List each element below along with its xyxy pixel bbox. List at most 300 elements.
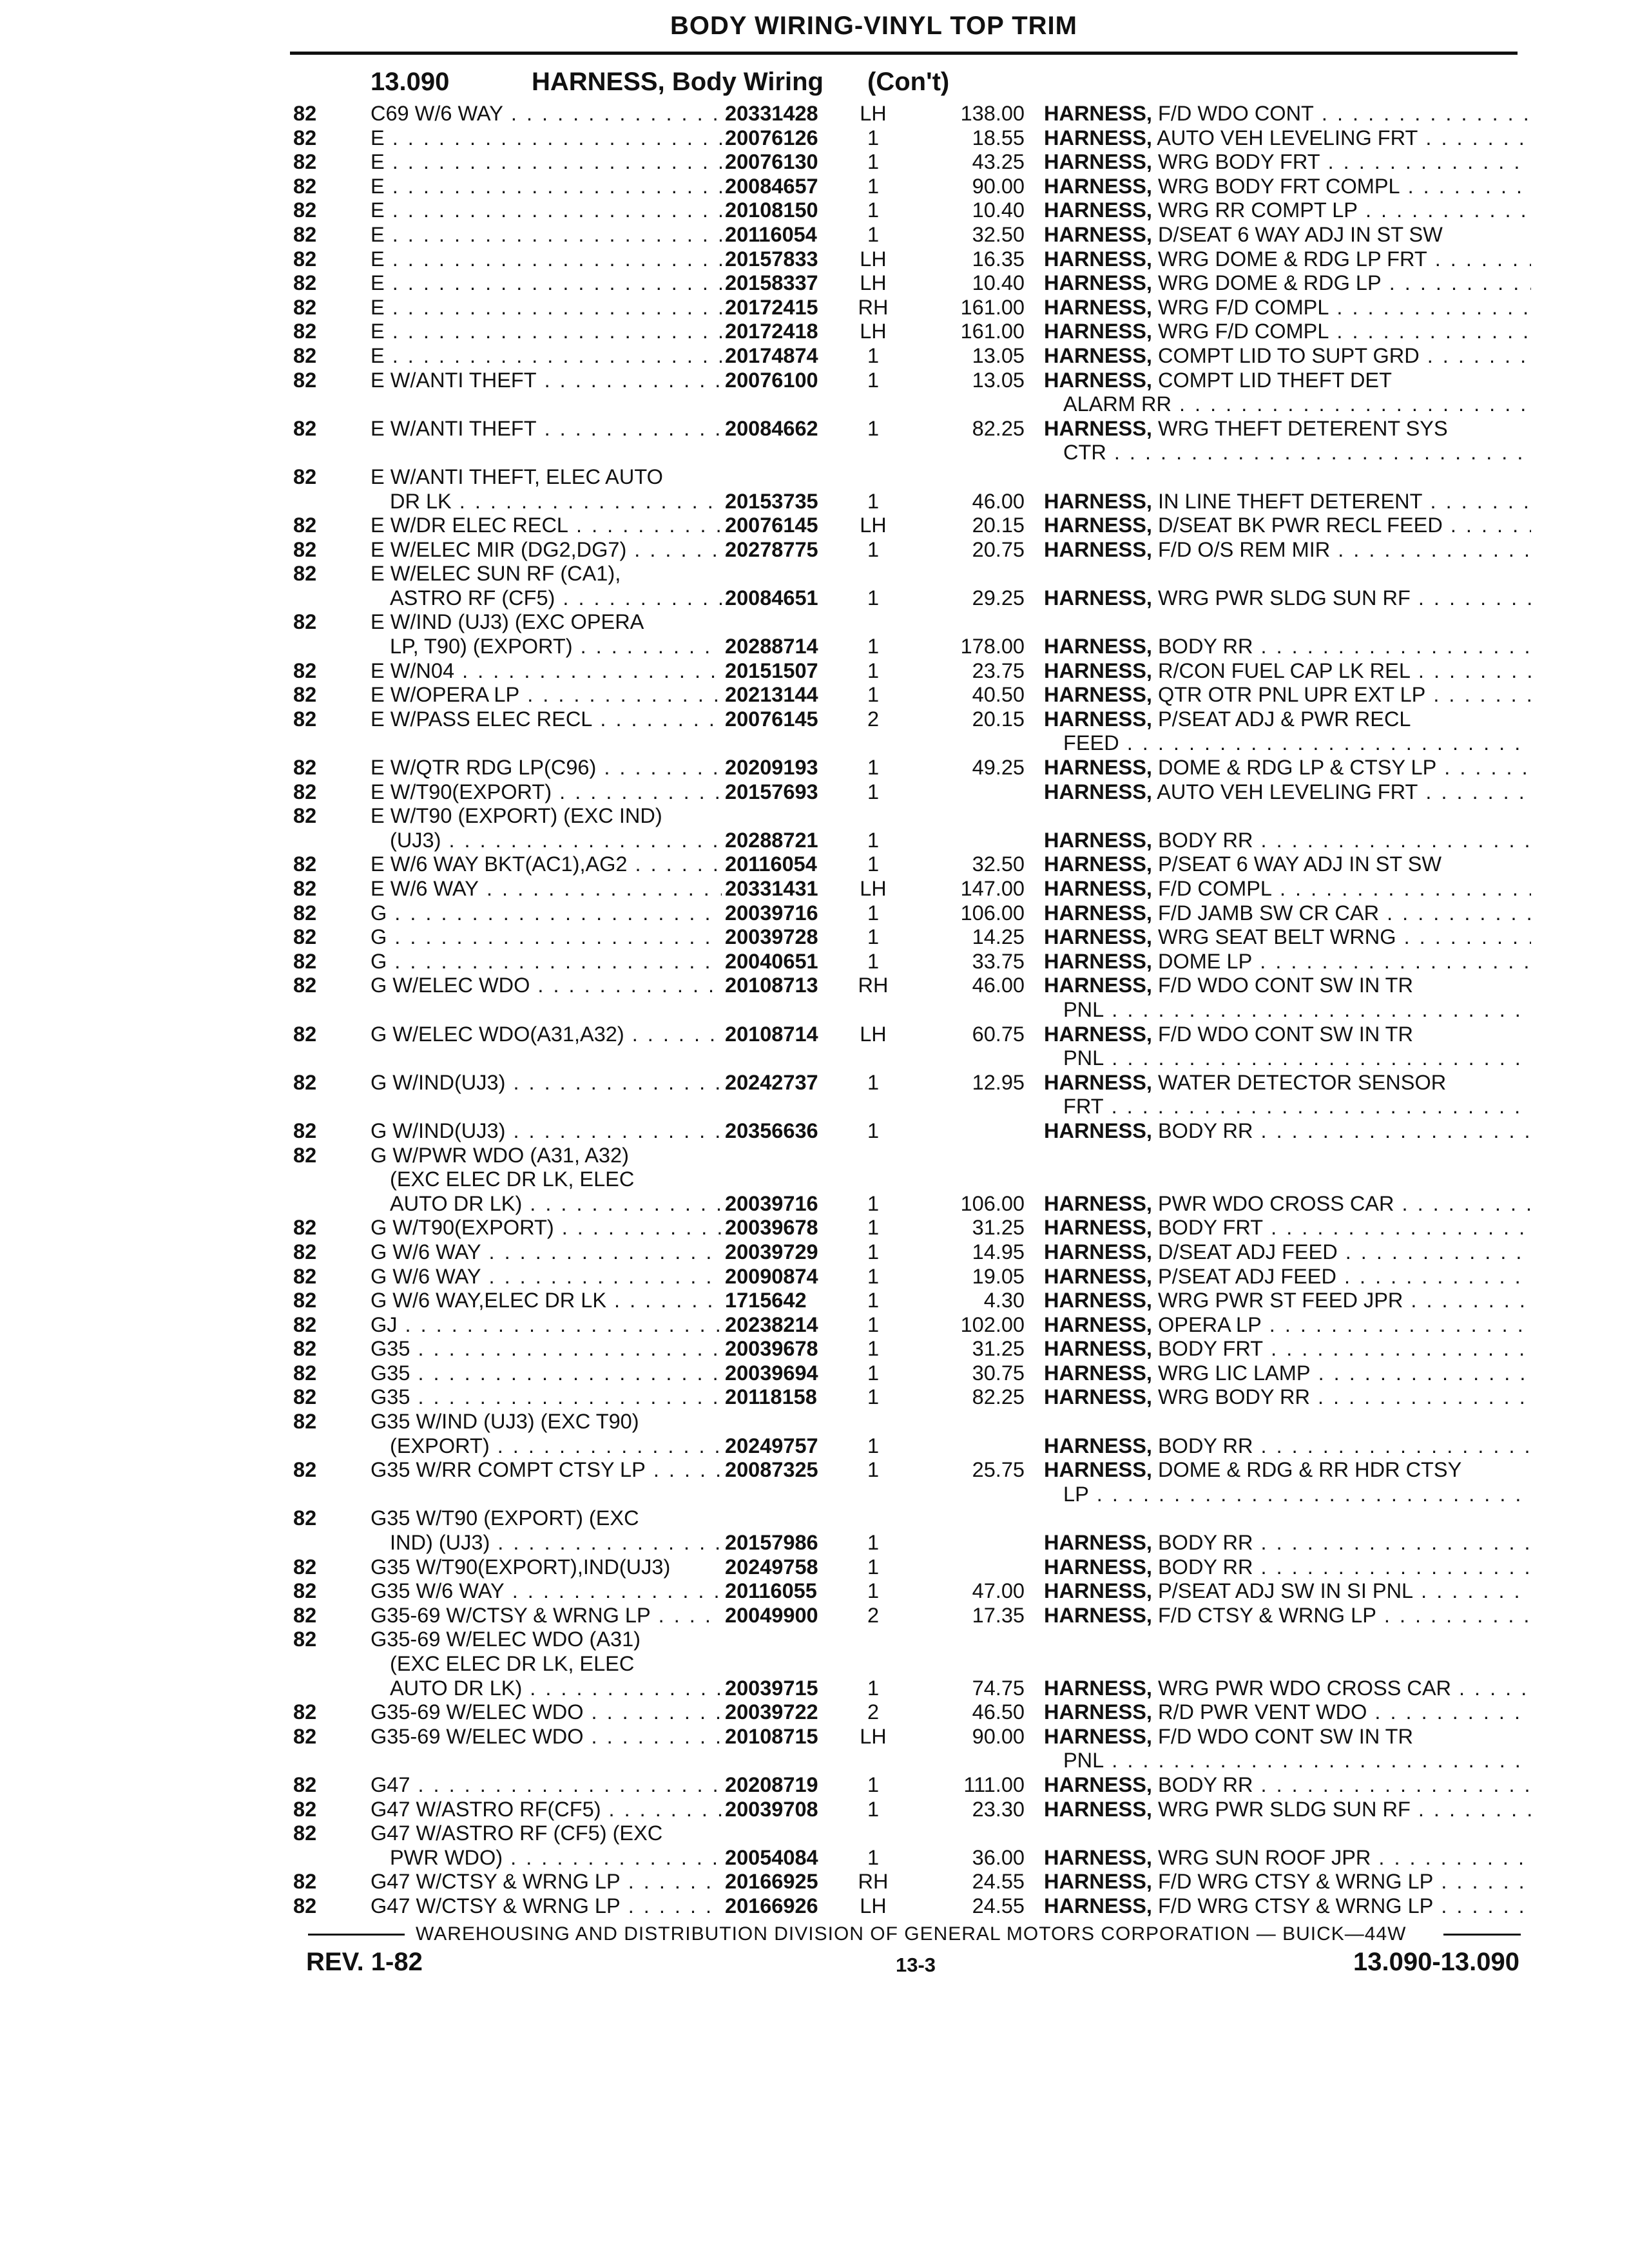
table-row [0,731,1629,756]
application: LP, T90) (EXPORT) . . . [390,635,722,659]
price: 20.15 [972,514,1025,537]
quantity: LH [860,102,887,125]
table-row [0,441,1629,465]
table-row [0,1168,1629,1192]
price: 40.50 [972,683,1025,707]
quantity: 1 [867,586,880,610]
application: E . . . [371,198,722,223]
table-row [0,756,1629,780]
part-number: 20356636 [725,1119,818,1142]
description [1044,901,1531,926]
model-year: 82 [293,707,317,731]
application: G W/6 WAY . . . [371,1265,722,1289]
description [1044,1385,1531,1410]
price: 111.00 [963,1773,1025,1796]
part-number: 20116055 [725,1579,817,1603]
description [1044,198,1531,223]
quantity: 1 [867,222,880,246]
quantity: 1 [867,126,880,149]
part-number: 20278775 [725,537,818,561]
application: E . . . [371,223,722,247]
description [1044,247,1531,272]
table-row [0,1506,1629,1531]
description [1044,490,1531,514]
application: G W/IND(UJ3) . . . [371,1071,722,1095]
application: E W/ANTI THEFT, ELEC AUTO [371,465,663,488]
application: G . . . [371,925,722,950]
quantity: LH [860,514,887,537]
description-type: HARNESS, [1044,925,1152,949]
description-text: D/SEAT BK PWR RECL FEED [1157,514,1443,537]
table-row [0,852,1629,877]
table-row [0,1046,1629,1071]
part-number: 20108714 [725,1022,818,1046]
quantity: 1 [867,1434,880,1457]
application: (EXC ELEC DR LK, ELEC [390,1168,635,1191]
quantity: 1 [867,1216,880,1240]
application: E . . . [371,344,722,369]
quantity: 2 [867,707,880,731]
part-number: 20208719 [725,1773,818,1796]
description [1044,659,1531,684]
part-number: 20249757 [725,1434,818,1457]
description-type: HARNESS, [1044,1119,1152,1142]
table-row [0,1652,1629,1677]
description [1044,1870,1531,1894]
table-row [0,1700,1629,1725]
part-number: 20039729 [725,1240,818,1264]
page-number: 13-3 [896,1954,936,1976]
description [1044,707,1531,732]
part-number: 20331431 [725,877,818,900]
quantity: 1 [867,683,880,707]
table-row [0,490,1629,514]
model-year: 82 [293,1458,317,1482]
description-text: WRG BODY FRT COMPL [1157,174,1400,198]
price: 46.00 [972,489,1025,513]
table-row [0,1604,1629,1628]
part-number: 20157693 [725,780,818,803]
description [1044,175,1531,199]
table-row [0,829,1629,853]
description-text: P/SEAT ADJ SW IN SI PNL [1157,1579,1414,1603]
description-text: PNL [1063,1749,1104,1773]
description [1044,829,1531,853]
model-year: 82 [293,295,317,319]
description-text: COMPT LID TO SUPT GRD [1157,343,1420,367]
quantity: 1 [867,1191,880,1215]
model-year: 82 [293,1216,317,1240]
price: 25.75 [972,1458,1025,1482]
table-row [0,126,1629,151]
description-type: HARNESS, [1044,416,1152,440]
price: 46.00 [972,974,1025,997]
description-text: D/SEAT 6 WAY ADJ IN ST SW [1157,222,1443,246]
model-year: 82 [293,343,317,367]
header-rule [290,52,1518,55]
model-year: 82 [293,198,317,222]
table-row [0,514,1629,538]
description [1044,514,1531,538]
part-number: 20054084 [725,1845,818,1869]
part-number: 20084657 [725,174,818,198]
table-row [0,1192,1629,1216]
description-type: HARNESS, [1044,1070,1152,1094]
quantity: 1 [867,1337,880,1361]
model-year: 82 [293,1410,317,1434]
part-number: 20118158 [725,1385,817,1409]
model-year: 82 [293,804,317,828]
application: E . . . [371,271,722,296]
model-year: 82 [293,1337,317,1361]
description-type: HARNESS, [1044,756,1152,780]
description-type: HARNESS, [1044,102,1152,125]
quantity: 1 [867,343,880,367]
part-number: 20108715 [725,1724,818,1748]
model-year: 82 [293,756,317,780]
description-type: HARNESS, [1044,150,1152,174]
description-type: HARNESS, [1044,222,1152,246]
quantity: 1 [867,368,880,392]
price: 30.75 [972,1361,1025,1385]
price: 102.00 [960,1312,1025,1336]
model-year: 82 [293,537,317,561]
description [1044,369,1531,393]
description-type: HARNESS, [1044,586,1152,610]
part-number: 20249758 [725,1555,818,1579]
description [1044,756,1531,780]
application: G . . . [371,901,722,926]
model-year: 82 [293,780,317,803]
price: 13.05 [972,343,1025,367]
application: E W/N04 . . . [371,659,722,684]
model-year: 82 [293,102,317,125]
quantity: 1 [867,658,880,682]
table-row [0,1265,1629,1289]
price: 161.00 [960,320,1025,343]
application: E . . . [371,150,722,175]
footer-rule-right [1443,1934,1521,1936]
application: G35 W/T90 (EXPORT) (EXC [371,1506,639,1530]
description-text: WRG BODY FRT [1157,150,1320,174]
application: G47 . . . [371,1773,722,1798]
description [1044,126,1531,151]
price: 20.75 [972,537,1025,561]
description-type: HARNESS, [1044,1555,1152,1579]
part-number: 20040651 [725,949,818,973]
description-text: AUTO VEH LEVELING FRT [1157,780,1418,803]
price: 47.00 [972,1579,1025,1603]
description-text: IN LINE THEFT DETERENT [1157,489,1423,513]
price: 90.00 [972,174,1025,198]
price: 106.00 [960,901,1025,925]
description-text: R/CON FUEL CAP LK REL [1157,658,1411,682]
application: PWR WDO) . . . [390,1846,722,1870]
table-row [0,198,1629,223]
application: E W/OPERA LP . . . [371,683,722,707]
table-row [0,974,1629,998]
description-type: HARNESS, [1044,1700,1152,1724]
table-row [0,635,1629,659]
price: 60.75 [972,1022,1025,1046]
application: G35-69 W/CTSY & WRNG LP . . . [371,1604,722,1628]
model-year: 82 [293,949,317,973]
description-text: PWR WDO CROSS CAR [1157,1191,1394,1215]
description-text: BODY RR [1157,635,1253,658]
description-type: HARNESS, [1044,537,1152,561]
application: G47 W/ASTRO RF(CF5) . . . [371,1798,722,1822]
description-type: HARNESS, [1044,949,1152,973]
table-row [0,1289,1629,1313]
quantity: 1 [867,198,880,222]
price: 23.75 [972,658,1025,682]
price: 31.25 [972,1216,1025,1240]
description-type: HARNESS, [1044,320,1152,343]
description [1044,1265,1531,1289]
description-text: F/D WDO CONT [1157,102,1314,125]
description [1044,780,1531,805]
section-range: 13.090-13.090 [1353,1948,1519,1976]
application: E . . . [371,175,722,199]
part-number: 20172418 [725,320,818,343]
table-row [0,369,1629,393]
model-year: 82 [293,1555,317,1579]
application: G35 W/RR COMPT CTSY LP . . . [371,1458,722,1483]
table-row [0,1725,1629,1749]
model-year: 82 [293,1628,317,1651]
quantity: 2 [867,1700,880,1724]
table-row [0,175,1629,199]
description-text: WRG F/D COMPL [1157,295,1329,319]
table-row [0,1240,1629,1265]
description [1044,1677,1531,1701]
table-row [0,1337,1629,1361]
description-type: HARNESS, [1044,683,1152,707]
description [1063,998,1531,1023]
price: 16.35 [972,247,1025,271]
application: E . . . [371,320,722,344]
application: G W/ELEC WDO(A31,A32) . . . [371,1023,722,1047]
revision-label: REV. 1-82 [306,1948,423,1976]
part-number: 20288714 [725,635,818,658]
description-text: CTR [1063,441,1106,465]
model-year: 82 [293,1143,317,1167]
description-type: HARNESS, [1044,780,1152,803]
table-row [0,344,1629,369]
part-number: 20157833 [725,247,818,271]
description [1044,223,1531,247]
part-number: 20076145 [725,514,818,537]
description-type: HARNESS, [1044,1240,1152,1264]
description [1044,417,1531,441]
table-row [0,247,1629,272]
description [1044,1555,1531,1580]
description-type: HARNESS, [1044,877,1152,900]
application: E W/T90(EXPORT) . . . [371,780,722,805]
part-number: 20039722 [725,1700,818,1724]
table-row [0,1846,1629,1870]
description [1044,1337,1531,1361]
application: G W/IND(UJ3) . . . [371,1119,722,1144]
quantity: 1 [867,756,880,780]
application: GJ . . . [371,1313,722,1338]
application: G47 W/CTSY & WRNG LP . . . [371,1870,722,1894]
application: G W/T90(EXPORT) . . . [371,1216,722,1240]
part-number: 20238214 [725,1312,818,1336]
description-text: WRG BODY RR [1157,1385,1310,1409]
price: 17.35 [972,1603,1025,1627]
description-text: WRG DOME & RDG LP [1157,271,1382,295]
quantity: 1 [867,1289,880,1312]
part-number: 20076130 [725,150,818,174]
table-row [0,1821,1629,1846]
description-type: HARNESS, [1044,1312,1152,1336]
description-type: HARNESS, [1044,1797,1152,1821]
section-continued: (Con't) [867,68,950,96]
part-number: 20039678 [725,1216,818,1240]
description-text: F/D WDO CONT SW IN TR [1157,1022,1413,1046]
description [1044,1458,1531,1483]
quantity: 1 [867,852,880,876]
table-row [0,320,1629,344]
description-text: F/D WRG CTSY & WRNG LP [1157,1870,1434,1894]
model-year: 82 [293,222,317,246]
price: 14.95 [972,1240,1025,1264]
application: E . . . [371,247,722,272]
application: (UJ3) . . . [390,829,722,853]
application: E W/ELEC SUN RF (CA1), [371,562,621,586]
application: E W/ANTI THEFT . . . [371,369,722,393]
part-number: 20172415 [725,295,818,319]
price: 10.40 [972,198,1025,222]
table-row [0,610,1629,635]
description [1063,441,1531,465]
description-type: HARNESS, [1044,635,1152,658]
application: G47 W/ASTRO RF (CF5) (EXC [371,1821,663,1845]
description-text: BODY FRT [1157,1337,1264,1361]
description-type: HARNESS, [1044,1773,1152,1796]
description [1044,950,1531,974]
description-type: HARNESS, [1044,271,1152,295]
description-type: HARNESS, [1044,1385,1152,1409]
table-row [0,780,1629,805]
model-year: 82 [293,271,317,295]
description-type: HARNESS, [1044,1458,1152,1482]
description-text: WRG RR COMPT LP [1157,198,1358,222]
part-number: 20174874 [725,343,818,367]
model-year: 82 [293,1240,317,1264]
description [1044,1725,1531,1749]
price: 31.25 [972,1337,1025,1361]
application: G W/6 WAY . . . [371,1240,722,1265]
description-text: WRG SUN ROOF JPR [1157,1845,1371,1869]
description-text: AUTO VEH LEVELING FRT [1157,126,1418,149]
model-year: 82 [293,1289,317,1312]
quantity: 1 [867,949,880,973]
model-year: 82 [293,1870,317,1894]
application: E W/DR ELEC RECL . . . [371,514,722,538]
table-row [0,1095,1629,1119]
quantity: 1 [867,1845,880,1869]
table-row [0,1071,1629,1095]
table-row [0,1677,1629,1701]
description-text: BODY RR [1157,1434,1253,1457]
description [1044,877,1531,901]
table-row [0,1870,1629,1894]
price: 29.25 [972,586,1025,610]
model-year: 82 [293,658,317,682]
description-text: F/D JAMB SW CR CAR [1157,901,1380,925]
description-text: DOME & RDG LP & CTSY LP [1157,756,1437,780]
description-type: HARNESS, [1044,368,1152,392]
description-text: D/SEAT ADJ FEED [1157,1240,1338,1264]
price: 46.50 [972,1700,1025,1724]
model-year: 82 [293,1603,317,1627]
parts-table [0,102,1629,1919]
quantity: 1 [867,1264,880,1288]
price: 19.05 [972,1264,1025,1288]
quantity: 1 [867,1312,880,1336]
application: G35 W/T90(EXPORT),IND(UJ3) [371,1555,671,1579]
price: 20.15 [972,707,1025,731]
description [1044,271,1531,296]
description [1044,852,1531,877]
quantity: 1 [867,901,880,925]
table-row [0,707,1629,732]
table-row [0,1555,1629,1580]
application: AUTO DR LK) . . . [390,1677,722,1701]
description-text: BODY RR [1157,1555,1253,1579]
description [1044,538,1531,562]
price: 24.55 [972,1870,1025,1894]
table-row [0,1483,1629,1507]
part-number: 20076100 [725,368,818,392]
model-year: 82 [293,465,317,488]
application: G35 W/IND (UJ3) (EXC T90) [371,1410,639,1434]
model-year: 82 [293,1022,317,1046]
description [1044,1894,1531,1919]
table-row [0,683,1629,707]
table-row [0,465,1629,490]
model-year: 82 [293,1385,317,1409]
application: E W/6 WAY BKT(AC1),AG2 . . . [371,852,722,877]
model-year: 82 [293,610,317,634]
quantity: LH [860,1022,887,1046]
quantity: 1 [867,635,880,658]
description [1044,1531,1531,1555]
table-row [0,1749,1629,1773]
part-number: 20209193 [725,756,818,780]
quantity: LH [860,320,887,343]
model-year: 82 [293,1506,317,1530]
price: 90.00 [972,1724,1025,1748]
description [1044,1361,1531,1386]
description-text: LP [1063,1482,1089,1506]
description-type: HARNESS, [1044,1870,1152,1894]
section-number: 13.090 [371,68,450,96]
model-year: 82 [293,901,317,925]
description [1044,1216,1531,1240]
table-row [0,1628,1629,1652]
description-text: F/D COMPL [1157,877,1272,900]
model-year: 82 [293,1264,317,1288]
price: 161.00 [960,295,1025,319]
price: 82.25 [972,416,1025,440]
description-type: HARNESS, [1044,1603,1152,1627]
description-text: PNL [1063,1046,1104,1070]
application: G35-69 W/ELEC WDO . . . [371,1725,722,1749]
part-number: 20039716 [725,901,818,925]
